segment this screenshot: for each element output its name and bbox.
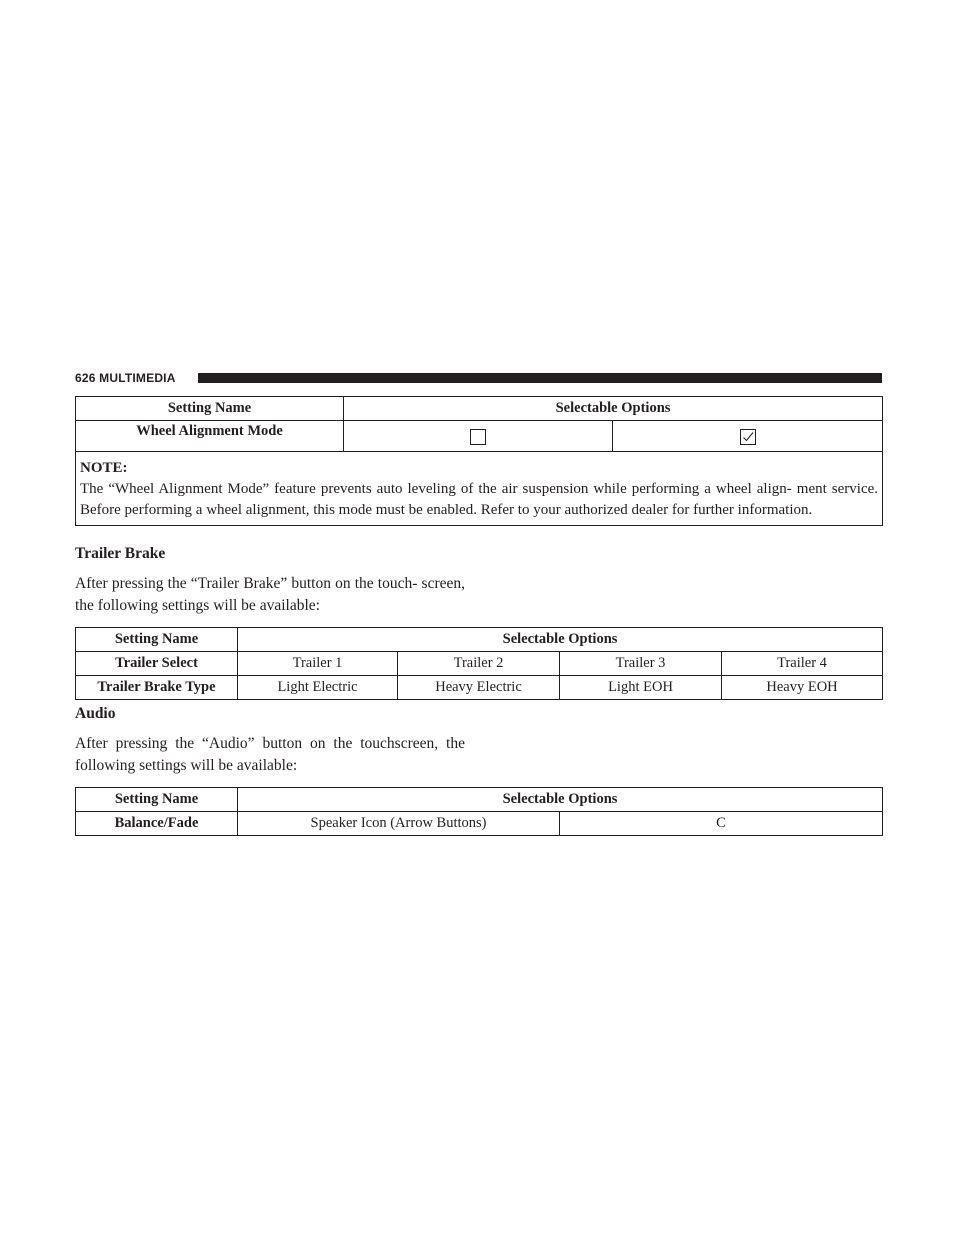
wheel-alignment-table bbox=[75, 396, 883, 526]
audio-title: Audio bbox=[75, 705, 116, 722]
col-setting-name: Setting Name bbox=[76, 788, 238, 812]
table-header-row bbox=[76, 788, 883, 812]
option-cell: C bbox=[560, 812, 883, 836]
table-row bbox=[76, 652, 883, 676]
checked-checkbox-icon bbox=[740, 429, 756, 445]
note-row bbox=[76, 452, 883, 526]
option-cell: Trailer 2 bbox=[398, 652, 560, 676]
row-label: Balance/Fade bbox=[76, 812, 238, 836]
col-selectable-options: Selectable Options bbox=[238, 788, 883, 812]
table-header-row bbox=[76, 628, 883, 652]
audio-table bbox=[75, 787, 883, 836]
col-selectable-options: Selectable Options bbox=[238, 628, 883, 652]
col-setting-name: Setting Name bbox=[76, 397, 344, 421]
option-cell: Heavy EOH bbox=[722, 676, 883, 700]
row-label: Trailer Brake Type bbox=[76, 676, 238, 700]
note-text: The “Wheel Alignment Mode” feature prevents auto leveling of the air suspension while performing a wheel align- ment service. Before performing a wheel alignment, this mode must be enabled. Refer to your authorized dealer for further information. bbox=[80, 481, 879, 518]
col-setting-name: Setting Name bbox=[76, 628, 238, 652]
option-cell: Trailer 4 bbox=[722, 652, 883, 676]
table-row bbox=[76, 812, 883, 836]
option-cell: Trailer 1 bbox=[238, 652, 398, 676]
option-cell: Speaker Icon (Arrow Buttons) bbox=[238, 812, 560, 836]
empty-checkbox-icon bbox=[470, 429, 486, 445]
note-cell bbox=[76, 452, 883, 526]
trailer-brake-intro: After pressing the “Trailer Brake” button on the touch- screen, the following settings will be available: bbox=[75, 575, 465, 614]
page-header bbox=[75, 370, 882, 386]
option-cell: Heavy Electric bbox=[398, 676, 560, 700]
row-label: Trailer Select bbox=[76, 652, 238, 676]
option-cell: Light Electric bbox=[238, 676, 398, 700]
option-on-cell bbox=[613, 421, 883, 452]
option-cell: Trailer 3 bbox=[560, 652, 722, 676]
row-label-wheel-alignment-mode: Wheel Alignment Mode bbox=[76, 421, 344, 452]
table-header-row bbox=[76, 397, 883, 421]
table-row bbox=[76, 676, 883, 700]
trailer-brake-title: Trailer Brake bbox=[75, 545, 166, 562]
header-rule bbox=[198, 373, 882, 383]
table-row bbox=[76, 421, 883, 452]
option-off-cell bbox=[344, 421, 613, 452]
col-selectable-options: Selectable Options bbox=[344, 397, 883, 421]
option-cell: Light EOH bbox=[560, 676, 722, 700]
trailer-brake-table bbox=[75, 627, 883, 700]
note-heading: NOTE: bbox=[80, 460, 128, 476]
audio-intro: After pressing the “Audio” button on the touchscreen, the following settings will be available: bbox=[75, 735, 465, 774]
page-label: 626 MULTIMEDIA bbox=[75, 371, 176, 385]
